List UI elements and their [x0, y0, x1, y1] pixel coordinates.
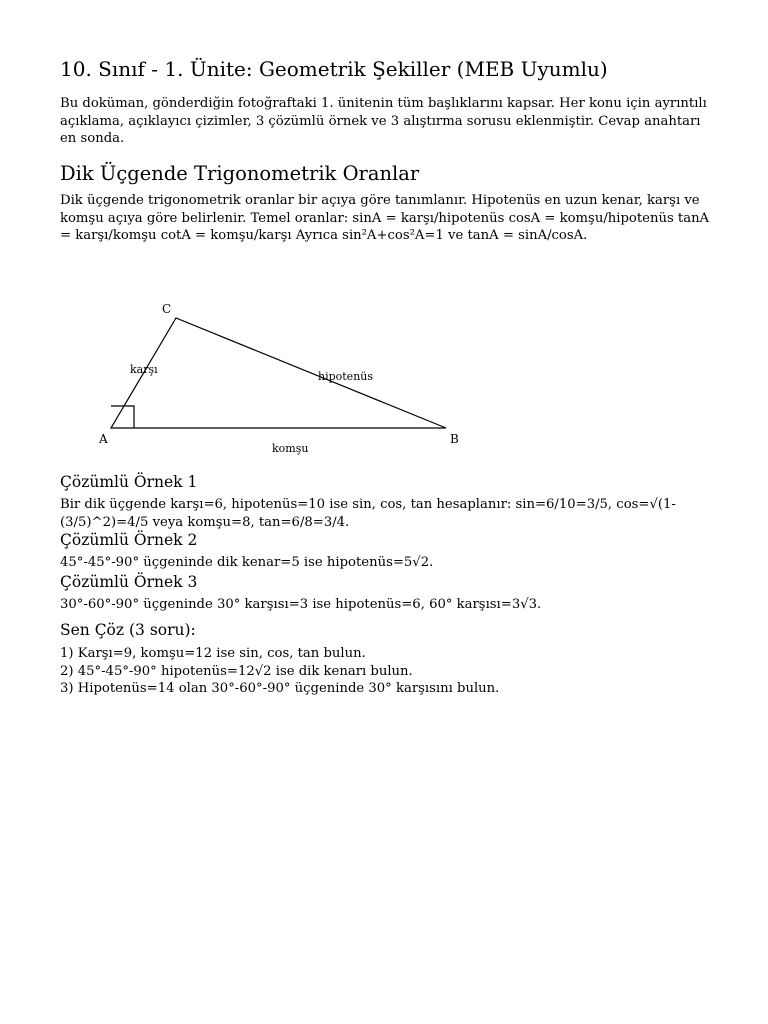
practice-title: Sen Çöz (3 soru): — [60, 621, 196, 639]
opposite-side-label: karşı — [130, 363, 158, 376]
example-3-title: Çözümlü Örnek 3 — [60, 573, 198, 591]
practice-list — [60, 645, 710, 698]
practice-item-2: 2) 45°-45°-90° hipotenüs=12√2 ise dik kenarı bulun. — [60, 663, 413, 679]
section-title: Dik Üçgende Trigonometrik Oranlar — [60, 162, 420, 185]
adjacent-side-label: komşu — [272, 442, 309, 455]
example-1-body: Bir dik üçgende karşı=6, hipotenüs=10 ise sin, cos, tan hesaplanır: sin=6/10=3/5, cos=√(1-(3/5)^2)=4/5 veya komşu=8, tan=6/8=3/4. — [60, 497, 676, 530]
example-1-title: Çözümlü Örnek 1 — [60, 473, 198, 491]
vertex-c-label: C — [162, 302, 172, 316]
example-2-body: 45°-45°-90° üçgeninde dik kenar=5 ise hipotenüs=5√2. — [60, 555, 434, 570]
intro-paragraph: Bu doküman, gönderdiğin fotoğraftaki 1. ünitenin tüm başlıklarını kapsar. Her konu için ayrıntılı açıklama, açıklayıcı çizimler, 3 çözümlü örnek ve 3 alıştırma sorusu eklenmiştir. Cevap anahtarı en sonda. — [60, 96, 707, 146]
practice-item-3: 3) Hipotenüs=14 olan 30°-60°-90° üçgeninde 30° karşısını bulun. — [60, 681, 500, 696]
vertex-b-label: B — [450, 432, 459, 446]
vertex-a-label: A — [99, 432, 108, 446]
example-3-body: 30°-60°-90° üçgeninde 30° karşısı=3 ise hipotenüs=6, 60° karşısı=3√3. — [60, 597, 542, 612]
right-angle-marker — [111, 406, 134, 428]
triangle-shape — [111, 318, 446, 428]
practice-item-1: 1) Karşı=9, komşu=12 ise sin, cos, tan bulun. — [60, 646, 366, 661]
example-2-title: Çözümlü Örnek 2 — [60, 531, 198, 549]
section-body: Dik üçgende trigonometrik oranlar bir açıya göre tanımlanır. Hipotenüs en uzun kenar, karşı ve komşu açıya göre belirlenir. Temel oranlar: sinA = karşı/hipotenüs cosA = komşu/hipotenüs tanA = karşı/komşu cotA = komşu/karşı Ayrıca sin²A+cos²A=1 ve tanA = sinA/cosA. — [60, 193, 710, 243]
document-title: 10. Sınıf - 1. Ünite: Geometrik Şekiller (MEB Uyumlu) — [60, 57, 608, 81]
hypotenuse-label: hipotenüs — [318, 370, 374, 383]
